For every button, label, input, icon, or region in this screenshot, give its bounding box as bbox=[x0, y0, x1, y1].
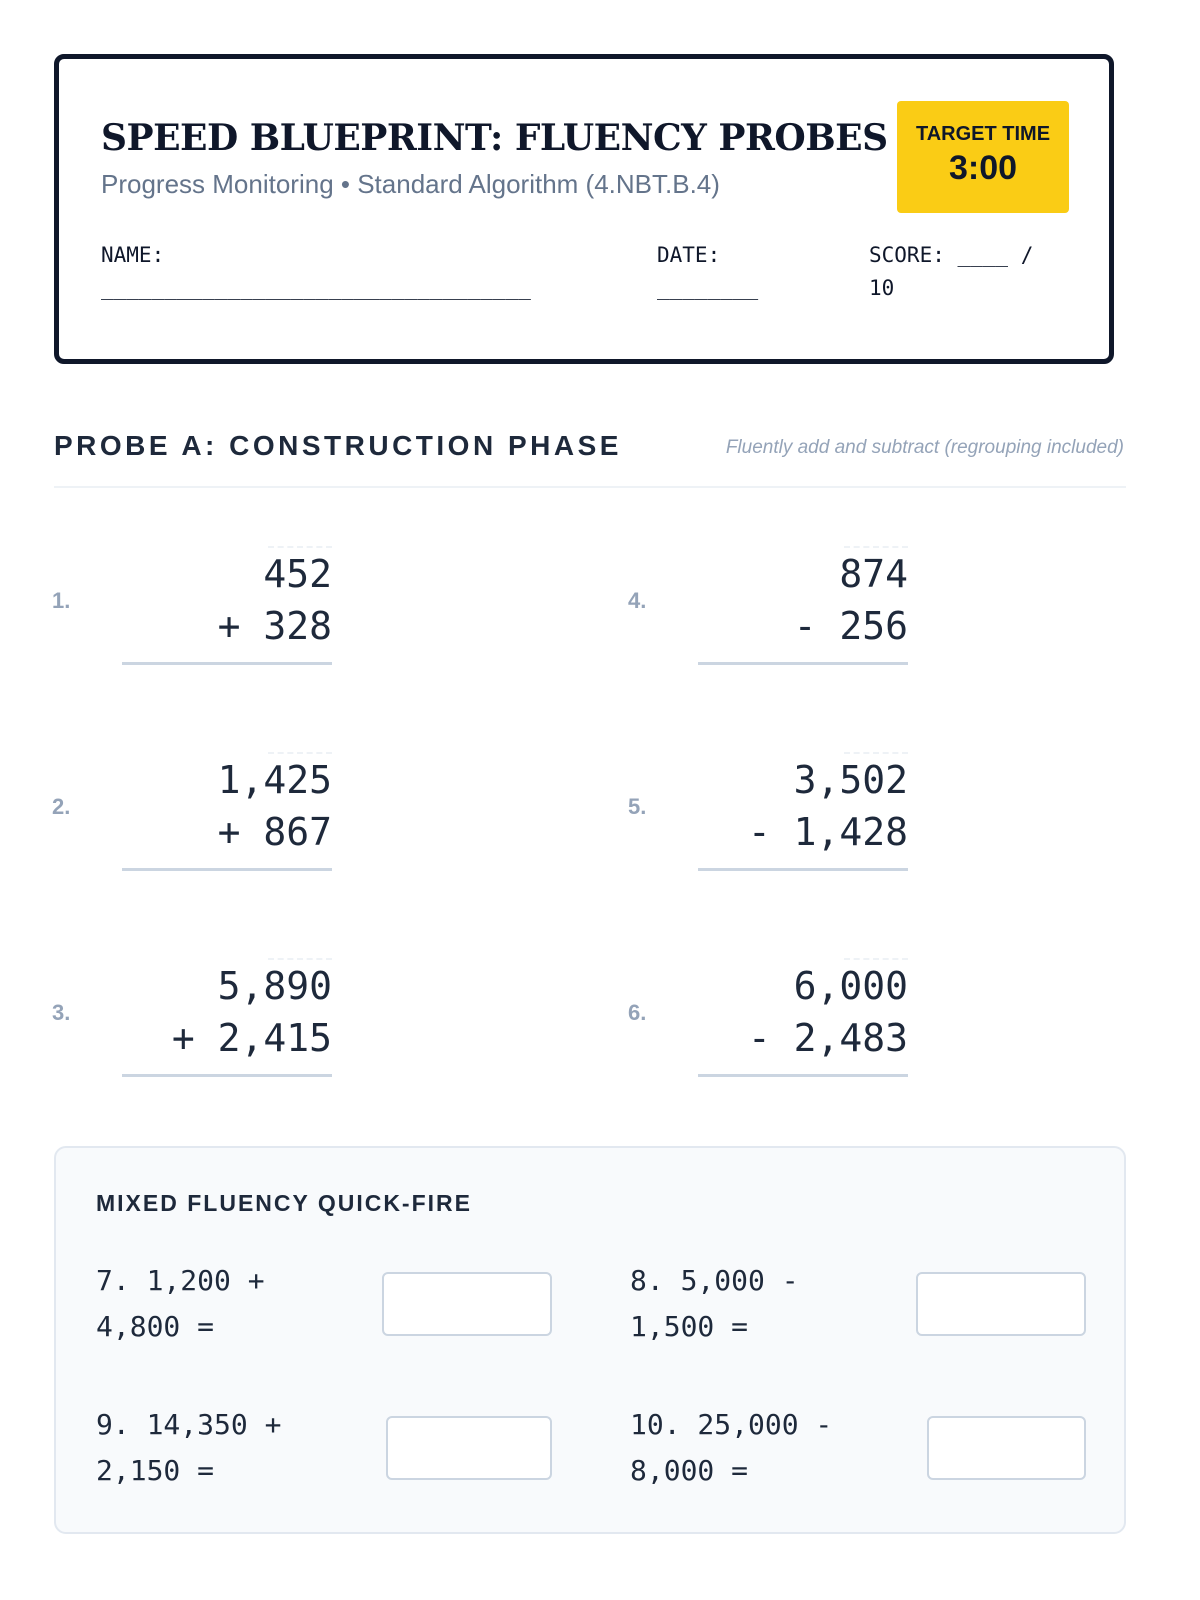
problem-stack bbox=[698, 958, 908, 1077]
answer-line[interactable] bbox=[122, 1074, 332, 1077]
problem-stack bbox=[122, 546, 332, 665]
quick-fire-title: MIXED FLUENCY QUICK-FIRE bbox=[96, 1190, 472, 1216]
page-title: SPEED BLUEPRINT: FLUENCY PROBES bbox=[101, 117, 888, 159]
problem-stack bbox=[698, 546, 908, 665]
problem-1 bbox=[52, 546, 352, 676]
header-card bbox=[54, 54, 1114, 364]
page-subtitle: Progress Monitoring • Standard Algorithm (4.NBT.B.4) bbox=[101, 169, 720, 199]
section-divider bbox=[54, 486, 1126, 488]
answer-line[interactable] bbox=[122, 662, 332, 665]
target-time-badge bbox=[897, 101, 1069, 213]
target-time-value: 3:00 bbox=[948, 149, 1018, 187]
problem-top-number: 874 bbox=[839, 552, 908, 596]
name-field[interactable]: NAME: __________________________________ bbox=[101, 243, 531, 300]
quick-fire-card bbox=[54, 1146, 1126, 1534]
problem-4 bbox=[628, 546, 928, 676]
problem-number: 4. bbox=[628, 588, 647, 613]
problem-top-number: 452 bbox=[263, 552, 332, 596]
problem-number: 3. bbox=[52, 1000, 71, 1025]
problem-top-number: 6,000 bbox=[793, 964, 908, 1008]
answer-line[interactable] bbox=[698, 868, 908, 871]
quick-fire-question: 8. 5,000 - 1,500 = bbox=[630, 1264, 799, 1343]
problem-bottom-number: - 256 bbox=[793, 604, 908, 648]
problem-top-number: 5,890 bbox=[217, 964, 332, 1008]
problem-top-number: 3,502 bbox=[793, 758, 908, 802]
quick-fire-question: 7. 1,200 + 4,800 = bbox=[96, 1264, 265, 1343]
problem-number: 5. bbox=[628, 794, 647, 819]
problem-bottom-number: + 867 bbox=[217, 810, 332, 854]
section-note: Fluently add and subtract (regrouping included) bbox=[725, 437, 1124, 458]
answer-box-7[interactable] bbox=[382, 1272, 552, 1336]
problem-stack bbox=[122, 958, 332, 1077]
problem-6 bbox=[628, 958, 928, 1088]
problem-number: 6. bbox=[628, 1000, 647, 1025]
problem-5 bbox=[628, 752, 928, 882]
problem-2 bbox=[52, 752, 352, 882]
answer-box-8[interactable] bbox=[916, 1272, 1086, 1336]
problem-bottom-number: + 2,415 bbox=[171, 1016, 332, 1060]
section-title: PROBE A: CONSTRUCTION PHASE bbox=[54, 430, 622, 461]
quick-fire-question: 10. 25,000 - 8,000 = bbox=[630, 1408, 833, 1487]
problem-number: 1. bbox=[52, 588, 71, 613]
problem-bottom-number: + 328 bbox=[217, 604, 332, 648]
answer-line[interactable] bbox=[698, 662, 908, 665]
problem-top-number: 1,425 bbox=[217, 758, 332, 802]
problem-stack bbox=[122, 752, 332, 871]
answer-line[interactable] bbox=[698, 1074, 908, 1077]
score-field[interactable]: SCORE: ____ / 10 bbox=[869, 243, 1034, 300]
answer-line[interactable] bbox=[122, 868, 332, 871]
target-time-label: TARGET TIME bbox=[915, 123, 1051, 145]
problem-3 bbox=[52, 958, 352, 1088]
problem-bottom-number: - 2,483 bbox=[747, 1016, 908, 1060]
problem-bottom-number: - 1,428 bbox=[747, 810, 908, 854]
problem-number: 2. bbox=[52, 794, 71, 819]
answer-box-9[interactable] bbox=[386, 1416, 552, 1480]
problem-stack bbox=[698, 752, 908, 871]
quick-fire-question: 9. 14,350 + 2,150 = bbox=[96, 1408, 282, 1487]
answer-box-10[interactable] bbox=[927, 1416, 1086, 1480]
date-field[interactable]: DATE: ________ bbox=[657, 243, 759, 300]
